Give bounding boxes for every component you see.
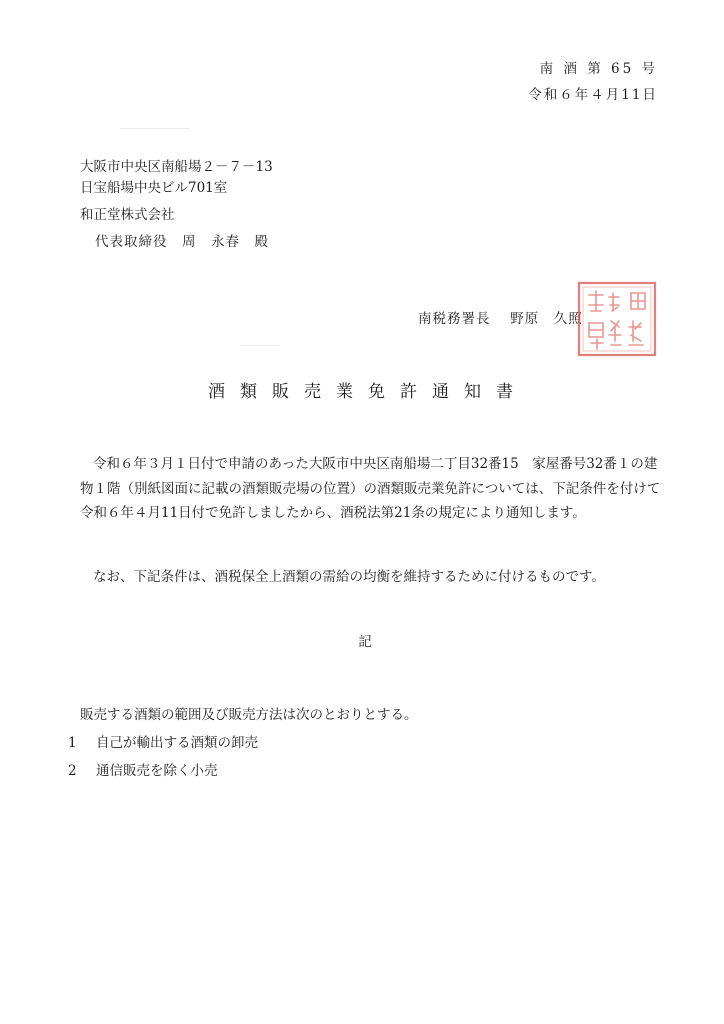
condition-item (68, 765, 218, 779)
condition-text: 通信販売を除く小売 (96, 763, 218, 779)
issue-date: 令和６年４月11日 (528, 87, 658, 103)
recipient-address-line1: 大阪市中央区南船場２－７－13 (80, 159, 273, 175)
ki-heading: 記 (358, 634, 372, 650)
reference-number: 南 酒 第 65 号 (539, 61, 658, 77)
issuer-name: 南税務署長 野原 久照 (418, 311, 583, 327)
document-title: 酒類販売業免許通知書 (208, 382, 528, 402)
recipient-address-line2: 日宝船場中央ビル701室 (80, 180, 228, 196)
recipient-representative: 代表取締役 周 永春 殿 (95, 234, 269, 250)
body-paragraph-2: なお、下記条件は、酒税保全上酒類の需給の均衡を維持するために付けるものです。 (93, 569, 605, 585)
recipient-company: 和正堂株式会社 (80, 207, 175, 223)
scan-artifact (240, 345, 280, 346)
condition-item (68, 737, 258, 751)
scan-artifact (120, 128, 190, 129)
body-paragraph-1: 令和６年３月１日付で申請のあった大阪市中央区南船場二丁目32番15 家屋番号32番１の建物１階（別紙図面に記載の酒類販売場の位置）の酒類販売業免許については、下記条件を付けて令和６年４月11日付で免許しましたから、酒税法第21条の規定により通知します。 (80, 456, 661, 521)
condition-text: 自己が輸出する酒類の卸売 (96, 735, 258, 751)
conditions-intro: 販売する酒類の範囲及び販売方法は次のとおりとする。 (80, 707, 418, 723)
condition-number: 1 (68, 735, 77, 751)
official-seal-icon (577, 281, 657, 357)
condition-number: 2 (68, 763, 77, 779)
